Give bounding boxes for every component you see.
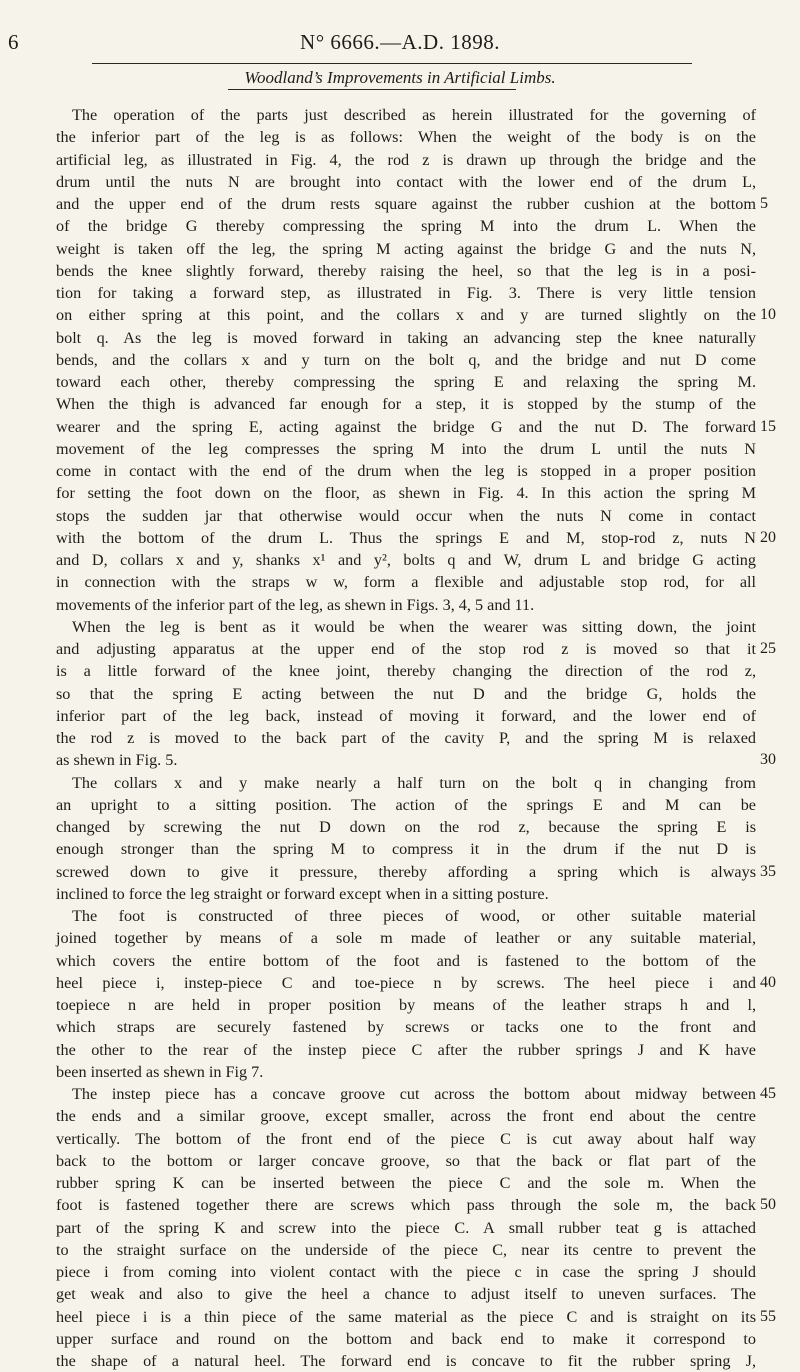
text-line <box>56 1061 756 1083</box>
line-text: When the leg is bent as it would be when the wearer was sitting down, the joint <box>72 617 756 636</box>
line-text: The foot is constructed of three pieces of wood, or other suitable material <box>72 907 756 925</box>
text-line <box>56 1083 776 1105</box>
text-line <box>56 749 776 771</box>
text-line <box>56 794 756 816</box>
line-text: movements of the inferior part of the leg, as shewn in Figs. 3, 4, 5 and 11. <box>56 595 535 614</box>
line-text: with the bottom of the drum L. Thus the springs E and M, stop-rod z, nuts N <box>56 528 756 547</box>
line-text: which covers the entire bottom of the foot and is fastened to the bottom of the <box>56 951 756 970</box>
line-number: 55 <box>760 1307 776 1325</box>
page-number: 6 <box>8 30 19 54</box>
line-text: stops the sudden jar that otherwise would occur when the nuts N come in contact <box>56 506 756 525</box>
header-rule <box>92 63 692 64</box>
text-line <box>56 972 776 994</box>
line-text: get weak and also to give the heel a chance to adjust itself to uneven surfaces. The <box>56 1285 756 1304</box>
text-line <box>56 193 768 215</box>
text-line <box>56 816 756 838</box>
line-text: come in contact with the end of the drum when the leg is stopped in a proper position <box>56 462 756 480</box>
running-title: Woodland’s Improvements in Artificial Limbs. <box>244 68 556 87</box>
line-text: enough stronger than the spring M to compress it in the drum if the nut D is <box>56 840 756 859</box>
text-line <box>56 393 756 415</box>
text-line <box>56 1306 776 1328</box>
line-text: the inferior part of the leg is as follows: When the weight of the body is on the <box>56 128 756 147</box>
text-line <box>56 1128 756 1150</box>
text-line <box>56 727 756 749</box>
line-text: tion for taking a forward step, as illustrated in Fig. 3. There is very little tension <box>56 284 756 302</box>
text-line <box>56 861 776 883</box>
line-text: and D, collars x and y, shanks x¹ and y², bolts q and W, drum L and bridge G acting <box>56 551 756 569</box>
line-number: 35 <box>760 862 776 880</box>
text-line <box>56 460 756 482</box>
line-text: to the straight surface on the underside of the piece C, near its centre to prevent the <box>56 1240 756 1259</box>
text-line <box>56 260 756 282</box>
text-line <box>56 1350 756 1372</box>
line-text: bends, and the collars x and y turn on the bolt q, and the bridge and nut D come <box>56 350 756 369</box>
line-text: upper surface and round on the bottom and back end to make it correspond to <box>56 1329 756 1348</box>
text-line <box>56 1239 756 1261</box>
line-number: 50 <box>760 1196 776 1214</box>
text-line <box>56 416 776 438</box>
text-line <box>56 772 756 794</box>
line-text: the shape of a natural heel. The forward end is concave to fit the rubber spring J, <box>56 1352 756 1370</box>
line-text: The instep piece has a concave groove cut across the bottom about midway between <box>72 1085 756 1103</box>
line-text: rubber spring K can be inserted between the piece C and the sole m. When the <box>56 1174 756 1192</box>
line-text: The collars x and y make nearly a half turn on the bolt q in changing from <box>72 773 756 792</box>
line-number: 15 <box>760 417 776 435</box>
line-text: the other to the rear of the instep piece C after the rubber springs J and K have <box>56 1040 756 1059</box>
line-text: heel piece i is a thin piece of the same material as the piece C and is straight on its <box>56 1307 756 1326</box>
line-text: When the thigh is advanced far enough for a step, it is stopped by the stump of the <box>56 395 756 414</box>
line-text: movement of the leg compresses the spring M into the drum L until the nuts N <box>56 439 756 458</box>
line-text: screwed down to give it pressure, thereby affording a spring which is always <box>56 862 756 881</box>
text-line <box>56 304 776 326</box>
line-text: which straps are securely fastened by screws or tacks one to the front and <box>56 1018 756 1037</box>
line-text: inferior part of the leg back, instead of moving it forward, and the lower end of <box>56 706 756 725</box>
text-line <box>56 1261 756 1283</box>
text-line <box>56 1039 756 1061</box>
line-text: on either spring at this point, and the collars x and y are turned slightly on the <box>56 306 756 325</box>
line-text: bolt q. As the leg is moved forward in taking an advancing step the knee naturally <box>56 328 756 347</box>
text-line <box>56 149 756 171</box>
line-text: wearer and the spring E, acting against the bridge G and the nut D. The forward <box>56 417 756 436</box>
text-line <box>56 1150 756 1172</box>
line-text: vertically. The bottom of the front end of the piece C is cut away about half way <box>56 1129 756 1148</box>
line-text: and adjusting apparatus at the upper end of the stop rod z is moved so that it <box>56 640 756 658</box>
line-number: 45 <box>760 1085 776 1102</box>
text-line <box>56 1105 756 1127</box>
text-line <box>56 371 756 393</box>
line-text: toepiece n are held in proper position by means of the leather straps h and l, <box>56 996 756 1014</box>
line-number: 10 <box>760 306 776 324</box>
line-text: the rod z is moved to the back part of the cavity P, and the spring M is relaxed <box>56 729 756 747</box>
line-text: as shewn in Fig. 5. <box>56 751 178 770</box>
line-text: part of the spring K and screw into the piece C. A small rubber teat g is attached <box>56 1218 756 1237</box>
line-text: an upright to a sitting position. The action of the springs E and M can be <box>56 795 756 814</box>
text-line <box>56 950 756 972</box>
text-line <box>56 994 756 1016</box>
line-number: 25 <box>760 640 776 657</box>
text-line <box>56 282 756 304</box>
line-text: weight is taken off the leg, the spring M acting against the bridge G and the nuts N, <box>56 239 756 258</box>
text-line <box>56 838 756 860</box>
line-text: artificial leg, as illustrated in Fig. 4, the rod z is drawn up through the bridge and the <box>56 150 756 169</box>
line-number: 20 <box>760 528 776 546</box>
line-text: drum until the nuts N are brought into contact with the lower end of the drum L, <box>56 172 756 191</box>
line-text: been inserted as shewn in Fig 7. <box>56 1062 264 1081</box>
page-header <box>0 30 800 70</box>
line-text: so that the spring E acting between the nut D and the bridge G, holds the <box>56 684 756 703</box>
patent-reference: N° 6666.—A.D. 1898. <box>300 30 500 54</box>
text-line <box>56 705 756 727</box>
line-text: piece i from coming into violent contact with the piece c in case the spring J should <box>56 1263 756 1281</box>
text-line <box>56 327 756 349</box>
text-line <box>56 660 756 682</box>
text-line <box>56 349 756 371</box>
text-line <box>56 905 756 927</box>
line-number: 30 <box>760 751 776 769</box>
text-line <box>56 171 756 193</box>
text-line <box>56 571 756 593</box>
line-text: back to the bottom or larger concave groove, so that the back or flat part of the <box>56 1151 756 1170</box>
text-line <box>56 683 756 705</box>
text-line <box>56 527 776 549</box>
text-line <box>56 1283 756 1305</box>
line-text: for setting the foot down on the floor, as shewn in Fig. 4. In this action the spring M <box>56 484 756 503</box>
line-text: the ends and a similar groove, except smaller, across the front end about the centre <box>56 1107 756 1126</box>
text-line <box>56 238 756 260</box>
text-line <box>56 549 756 571</box>
title-underline <box>228 89 516 90</box>
line-text: joined together by means of a sole m made of leather or any suitable material, <box>56 929 756 948</box>
text-line <box>56 1172 756 1194</box>
text-line <box>56 215 756 237</box>
line-text: bends the knee slightly forward, thereby raising the heel, so that the leg is in a posi- <box>56 261 756 280</box>
text-line <box>56 1328 756 1350</box>
text-line <box>56 883 756 905</box>
line-text: in connection with the straps w w, form a flexible and adjustable stop rod, for all <box>56 573 756 592</box>
text-line <box>56 505 756 527</box>
line-text: and the upper end of the drum rests square against the rubber cushion at the bottom <box>56 195 756 213</box>
line-text: heel piece i, instep-piece C and toe-piece n by screws. The heel piece i and <box>56 973 756 992</box>
text-line <box>56 1016 756 1038</box>
text-line <box>56 126 756 148</box>
text-line <box>56 104 756 126</box>
text-line <box>56 1217 756 1239</box>
line-number: 5 <box>760 195 768 212</box>
line-text: of the bridge G thereby compressing the spring M into the drum L. When the <box>56 217 756 236</box>
line-text: is a little forward of the knee joint, thereby changing the direction of the rod z, <box>56 662 756 681</box>
text-line <box>56 438 756 460</box>
line-text: toward each other, thereby compressing the spring E and relaxing the spring M. <box>56 373 756 391</box>
line-text: The operation of the parts just described as herein illustrated for the governing of <box>72 106 756 124</box>
body-text <box>56 104 776 1372</box>
line-text: changed by screwing the nut D down on the rod z, because the spring E is <box>56 818 756 836</box>
text-line <box>56 616 756 638</box>
text-line <box>56 638 776 660</box>
text-line <box>56 482 756 504</box>
text-line <box>56 594 756 616</box>
line-text: inclined to force the leg straight or forward except when in a sitting posture. <box>56 884 549 903</box>
text-line <box>56 927 756 949</box>
text-line <box>56 1194 776 1216</box>
line-text: foot is fastened together there are screws which pass through the sole m, the back <box>56 1196 756 1215</box>
line-number: 40 <box>760 973 776 991</box>
